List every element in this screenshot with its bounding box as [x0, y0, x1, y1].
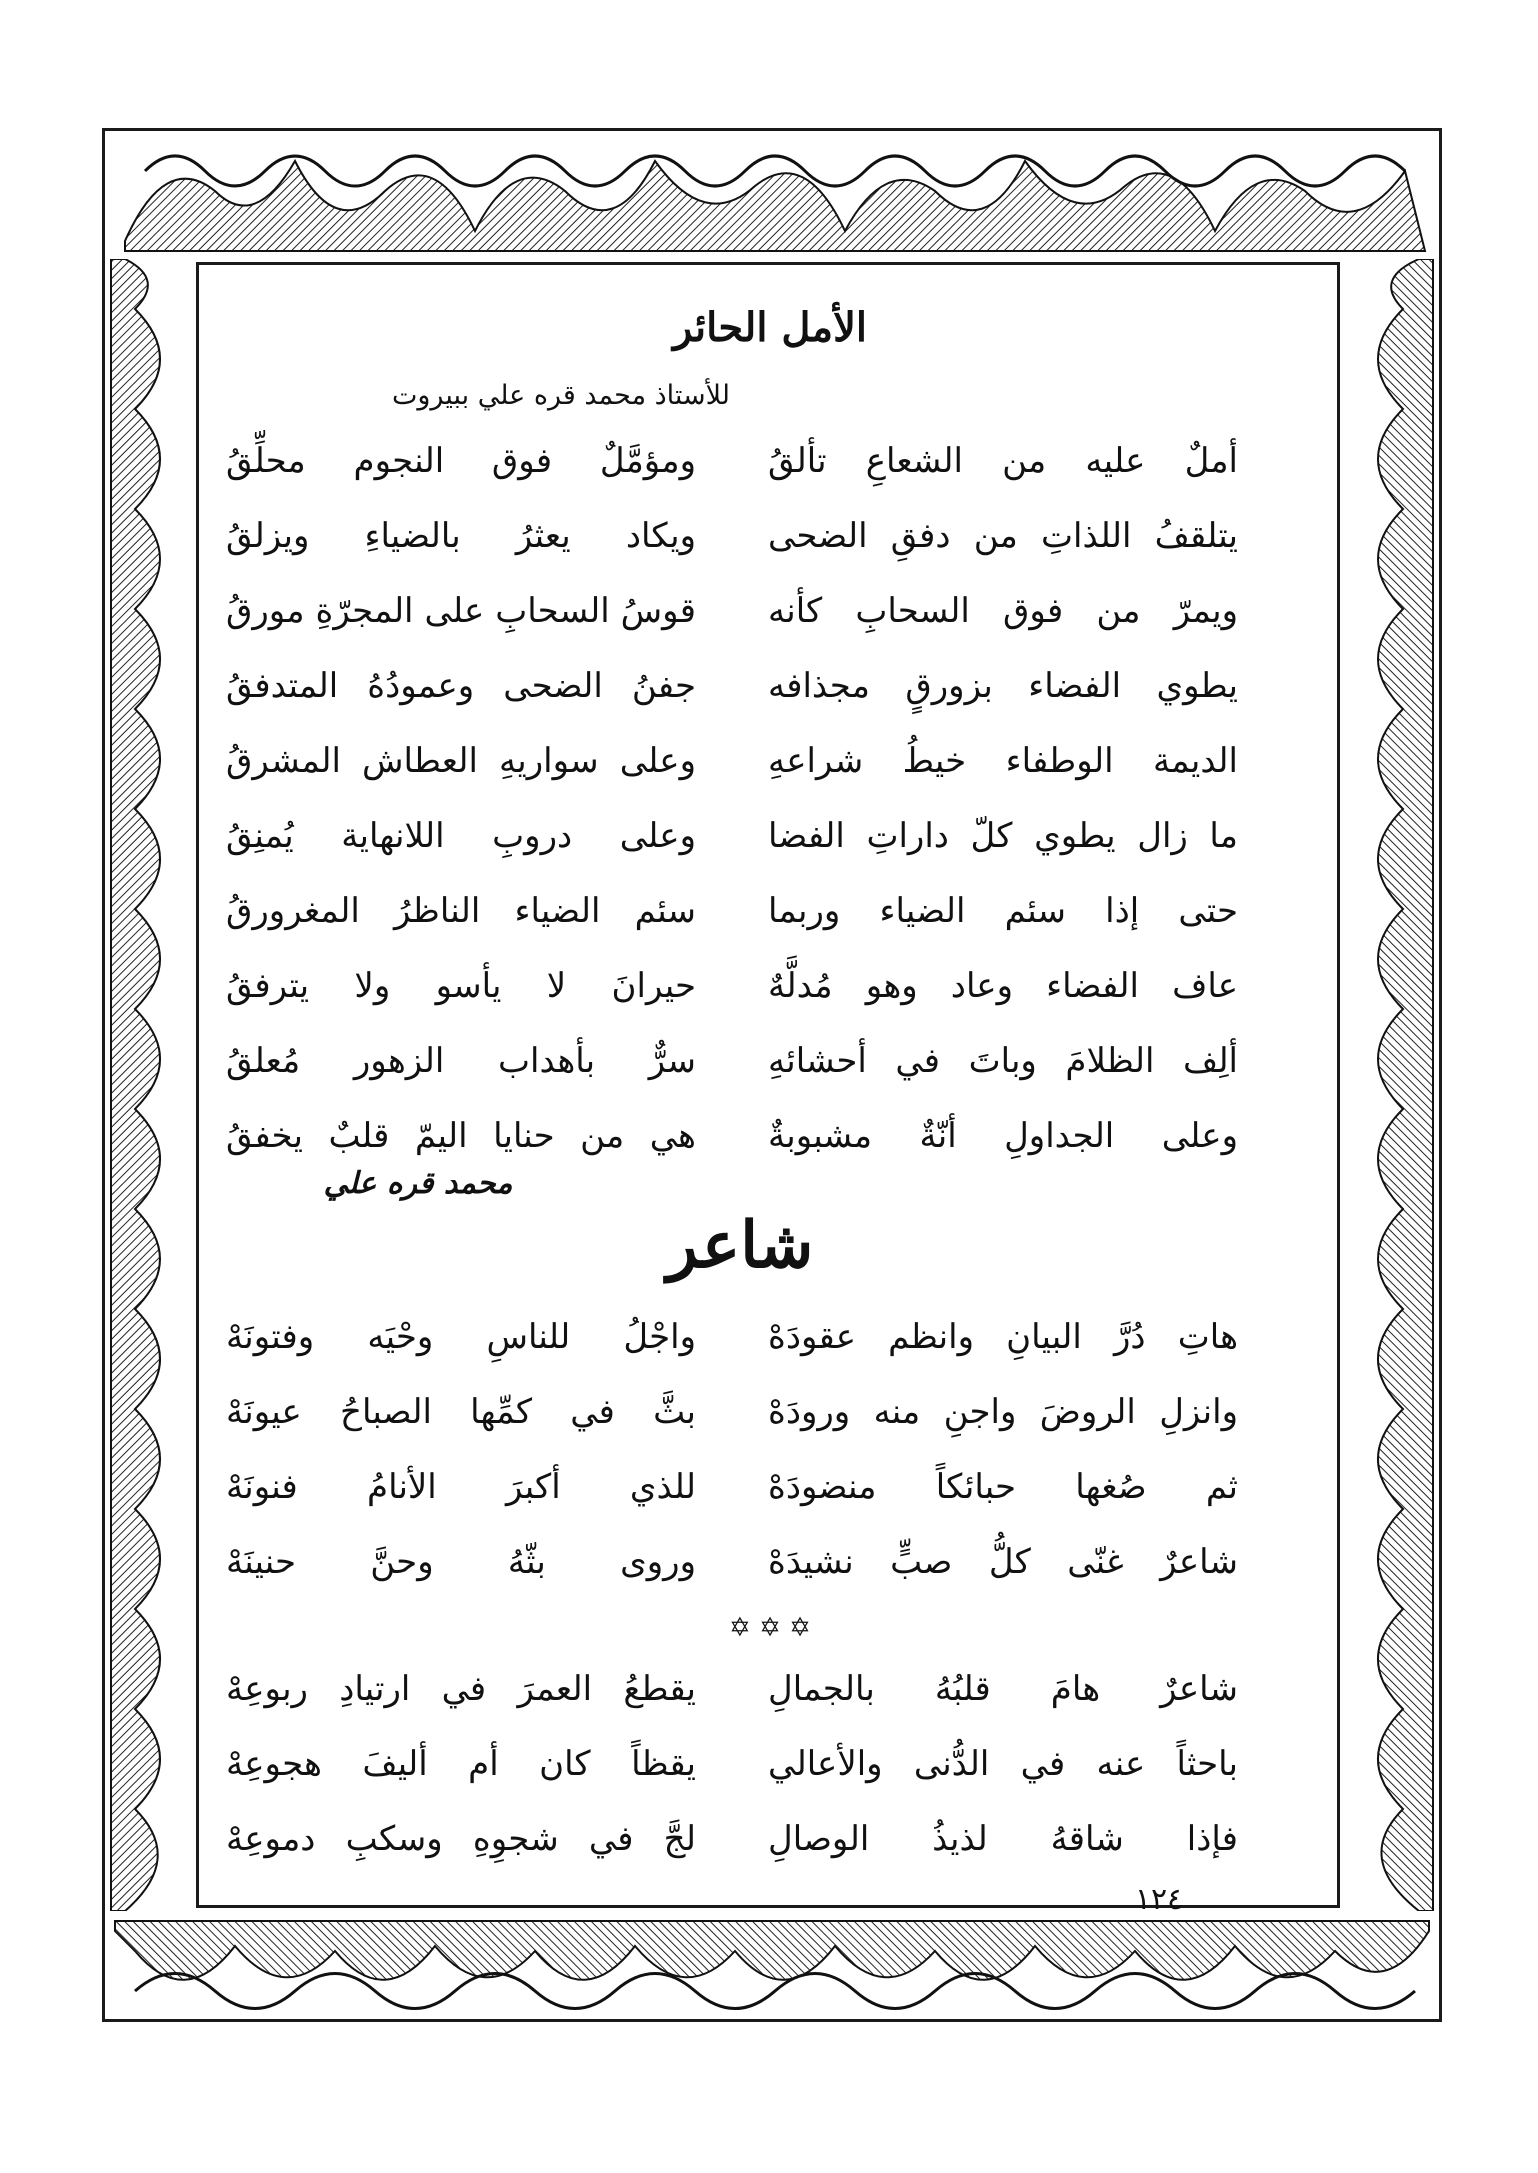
hemistich-first: عاف الفضاء وعاد وهو مُدلَّهٌ [768, 966, 1238, 1006]
hemistich-first: شاعرٌ غنّى كلُّ صبٍّ نشيدَهْ [768, 1542, 1238, 1582]
hemistich-second: يقظاً كان أم أليفَ هجوعِهْ [226, 1744, 696, 1784]
hemistich-first: وعلى الجداولِ أنّةٌ مشبوبةٌ [768, 1116, 1238, 1156]
hemistich-first: فإذا شاقهُ لذيذُ الوصالِ [768, 1819, 1238, 1859]
hemistich-second: ويكاد يعثرُ بالضياءِ ويزلقُ [226, 516, 696, 556]
hemistich-second: حيرانَ لا يأسو ولا يترفقُ [226, 966, 696, 1006]
hemistich-first: يتلقفُ اللذاتِ من دفقِ الضحى [768, 516, 1238, 556]
hemistich-second: وعلى سواريهِ العطاش المشرقُ [226, 741, 696, 781]
verse [226, 1024, 1238, 1099]
hemistich-first: هاتِ دُرَّ البيانِ وانظم عقودَهْ [768, 1317, 1238, 1357]
poem1-signature: محمد قره علي [323, 1166, 513, 1201]
hemistich-second: يقطعُ العمرَ في ارتيادِ ربوعِهْ [226, 1669, 696, 1709]
hemistich-first: ما زال يطوي كلّ داراتِ الفضا [768, 816, 1238, 856]
ornament-band-left [105, 259, 193, 1911]
verse [226, 499, 1238, 574]
verse [226, 424, 1238, 499]
poem1-byline: للأستاذ محمد قره علي ببيروت [391, 380, 730, 411]
verse [226, 1652, 1238, 1727]
page-number: ١٢٤ [1134, 1882, 1184, 1917]
hemistich-second: للذي أكبرَ الأنامُ فنونَهْ [226, 1467, 696, 1507]
ornament-band-right [1343, 259, 1439, 1911]
verse [226, 1802, 1238, 1877]
hemistich-second: ومؤمَّلٌ فوق النجوم محلِّقُ [226, 441, 696, 481]
hemistich-first: باحثاً عنه في الدُّنى والأعالي [768, 1744, 1238, 1784]
verse [226, 949, 1238, 1024]
verse [226, 1450, 1238, 1525]
hemistich-second: سرٌّ بأهداب الزهور مُعلقُ [226, 1041, 696, 1081]
hemistich-second: بثَّ في كمِّها الصباحُ عيونَهْ [226, 1392, 696, 1432]
verse [226, 1375, 1238, 1450]
hemistich-first: أملٌ عليه من الشعاعِ تألقُ [768, 441, 1238, 481]
hemistich-second: واجْلُ للناسِ وحْيَه وفتونَهْ [226, 1317, 696, 1357]
verse [226, 1525, 1238, 1600]
hemistich-first: يطوي الفضاء بزورقٍ مجذافه [768, 666, 1238, 706]
ornament-band-bottom [105, 1911, 1439, 2019]
hemistich-first: حتى إذا سئم الضياء وربما [768, 891, 1238, 931]
hemistich-first: الديمة الوطفاء خيطُ شراعهِ [768, 741, 1238, 781]
hemistich-second: جفنُ الضحى وعمودُهُ المتدفقُ [226, 666, 696, 706]
section-separator-stars: ✡ ✡ ✡ [729, 1613, 811, 1643]
poem1-title: الأمل الحائر [672, 304, 868, 351]
verse [226, 1727, 1238, 1802]
hemistich-second: وروى بثّهُ وحنَّ حنينَهْ [226, 1542, 696, 1582]
hemistich-first: وانزلِ الروضَ واجنِ منه ورودَهْ [768, 1392, 1238, 1432]
hemistich-second: سئم الضياء الناظرُ المغرورقُ [226, 891, 696, 931]
hemistich-second: قوسُ السحابِ على المجرّةِ مورقُ [226, 591, 696, 631]
ornament-band-top [105, 131, 1439, 259]
hemistich-second: لجَّ في شجوِهِ وسكبِ دموعِهْ [226, 1819, 696, 1859]
verse [226, 874, 1238, 949]
hemistich-first: ثم صُغها حبائكاً منضودَهْ [768, 1467, 1238, 1507]
hemistich-first: شاعرٌ هامَ قلبُهُ بالجمالِ [768, 1669, 1238, 1709]
verse [226, 799, 1238, 874]
hemistich-first: ويمرّ من فوق السحابِ كأنه [768, 591, 1238, 631]
verse [226, 1300, 1238, 1375]
verse [226, 724, 1238, 799]
hemistich-first: ألِف الظلامَ وباتَ في أحشائهِ [768, 1041, 1238, 1081]
hemistich-second: وعلى دروبِ اللانهاية يُمنِقُ [226, 816, 696, 856]
verse [226, 649, 1238, 724]
poem3-verses [226, 1652, 1238, 1877]
poem1-verses [226, 424, 1238, 1174]
poem2-verses [226, 1300, 1238, 1600]
verse [226, 574, 1238, 649]
poem2-title: شاعر [666, 1208, 814, 1283]
hemistich-second: هي من حنايا اليمّ قلبٌ يخفقُ [226, 1116, 696, 1156]
